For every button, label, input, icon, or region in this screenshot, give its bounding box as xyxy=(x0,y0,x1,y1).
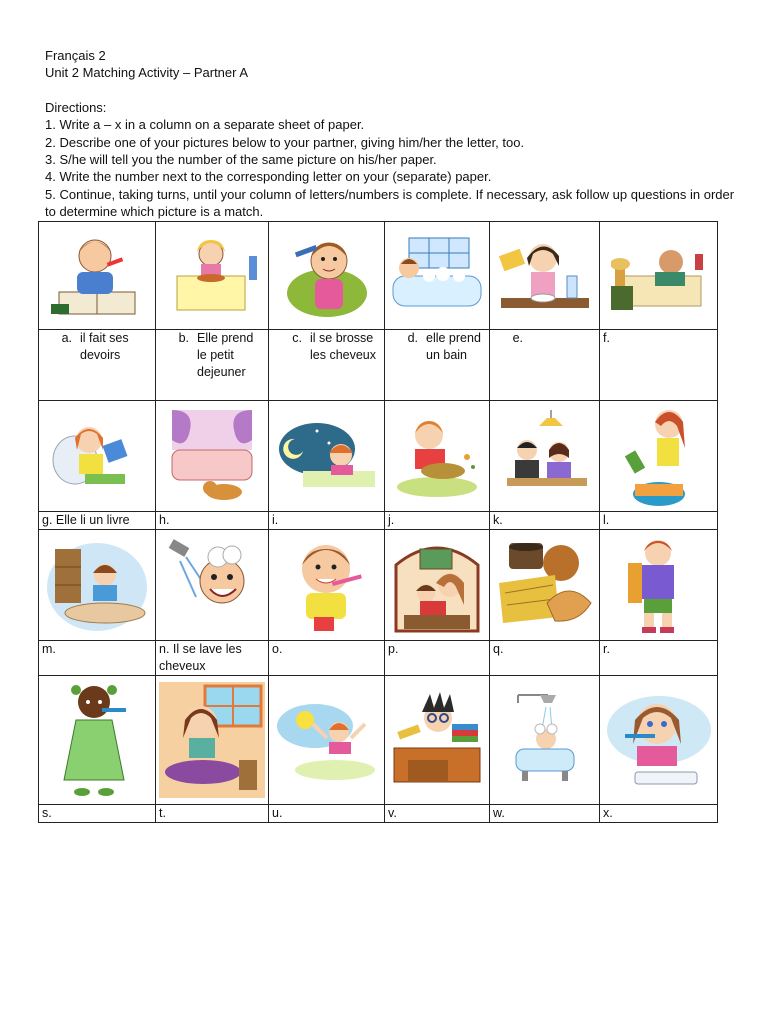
girl-washing-face-icon xyxy=(159,682,265,798)
picture-row xyxy=(39,401,718,512)
picture-label: q. xyxy=(490,641,600,676)
picture-label: s. xyxy=(39,805,156,823)
picture-label: b. Elle prend le petit dejeuner xyxy=(156,330,269,401)
label-row xyxy=(39,330,718,401)
picture-cell xyxy=(269,530,385,641)
picture-label: c. il se brosse les cheveux xyxy=(269,330,385,401)
picture-cell xyxy=(600,676,718,805)
picture-label: i. xyxy=(269,512,385,530)
direction-step: 1. Write a – x in a column on a separate sheet of paper. xyxy=(45,117,365,133)
direction-step: 2. Describe one of your pictures below to your partner, giving him/her the letter, too. xyxy=(45,134,525,150)
picture-cell xyxy=(385,676,490,805)
girl-pouring-cereal-icon xyxy=(497,236,593,316)
girl-brushing-teeth-green-icon xyxy=(62,680,132,800)
picture-cell xyxy=(490,676,600,805)
label-row xyxy=(39,805,718,823)
picture-label: u. xyxy=(269,805,385,823)
picture-cell xyxy=(600,401,718,512)
picture-row xyxy=(39,222,718,330)
worksheet-header xyxy=(45,47,735,221)
picture-cell xyxy=(385,530,490,641)
direction-step: 5. Continue, taking turns, until your column of letters/numbers is complete. If necessary, ask follow up questions in order to determine which picture is a match. xyxy=(45,186,735,220)
picture-cell xyxy=(600,530,718,641)
man-in-shower-icon xyxy=(162,537,262,633)
girl-putting-on-socks-icon xyxy=(619,404,699,508)
picture-label: j. xyxy=(385,512,490,530)
label-row xyxy=(39,512,718,530)
picture-label: n. Il se lave les cheveux xyxy=(156,641,269,676)
girl-brushing-teeth-icon xyxy=(284,535,370,635)
activity-title: Unit 2 Matching Activity – Partner A xyxy=(45,65,249,81)
picture-row xyxy=(39,530,718,641)
picture-label: t. xyxy=(156,805,269,823)
picture-label: x. xyxy=(600,805,718,823)
picture-cell xyxy=(39,222,156,330)
girl-reading-book-icon xyxy=(45,416,149,496)
picture-matching-grid xyxy=(38,221,718,823)
baby-in-shower-icon xyxy=(510,693,580,787)
picture-cell xyxy=(269,676,385,805)
girl-waking-up-sun-icon xyxy=(275,698,379,782)
picture-cell xyxy=(39,530,156,641)
couple-at-table-icon xyxy=(497,410,593,502)
breakfast-food-icon xyxy=(495,543,595,627)
stressed-student-books-icon xyxy=(390,688,484,792)
direction-step: 4. Write the number next to the corresponding letter on your (separate) paper. xyxy=(45,169,492,185)
picture-row xyxy=(39,676,718,805)
picture-cell xyxy=(490,401,600,512)
picture-cell xyxy=(385,222,490,330)
label-row xyxy=(39,641,718,676)
picture-cell xyxy=(39,676,156,805)
picture-cell xyxy=(156,530,269,641)
picture-cell xyxy=(156,676,269,805)
girl-eating-breakfast-icon xyxy=(163,234,261,318)
picture-label: a. il fait ses devoirs xyxy=(39,330,156,401)
picture-cell xyxy=(269,401,385,512)
girl-sleeping-at-night-icon xyxy=(277,421,377,491)
direction-step: 3. S/he will tell you the number of the same picture on his/her paper. xyxy=(45,152,437,168)
course-title: Français 2 xyxy=(45,48,106,63)
directions-label: Directions: xyxy=(45,99,107,115)
picture-label: o. xyxy=(269,641,385,676)
picture-label: v. xyxy=(385,805,490,823)
girl-studying-desk-icon xyxy=(45,535,149,635)
picture-label: k. xyxy=(490,512,600,530)
picture-label: f. xyxy=(600,330,718,401)
dog-by-bathtub-icon xyxy=(166,410,258,502)
child-in-bathtub-icon xyxy=(389,236,485,316)
picture-cell xyxy=(490,222,600,330)
picture-label: m. xyxy=(39,641,156,676)
boy-getting-dressed-icon xyxy=(624,535,694,635)
picture-cell xyxy=(385,401,490,512)
picture-label: p. xyxy=(385,641,490,676)
picture-label: l. xyxy=(600,512,718,530)
mother-reading-to-child-icon xyxy=(392,535,482,635)
girl-brushing-teeth-sink-icon xyxy=(605,690,713,790)
picture-cell xyxy=(490,530,600,641)
boy-doing-homework-icon xyxy=(49,230,145,322)
picture-label: d. elle prend un bain xyxy=(385,330,490,401)
picture-cell xyxy=(156,222,269,330)
picture-cell xyxy=(269,222,385,330)
picture-label: g. Elle li un livre xyxy=(39,512,156,530)
boy-brushing-hair-icon xyxy=(285,231,369,321)
picture-label: r. xyxy=(600,641,718,676)
picture-cell xyxy=(156,401,269,512)
picture-cell xyxy=(600,222,718,330)
man-waking-up-alarm-icon xyxy=(611,236,707,316)
picture-label: w. xyxy=(490,805,600,823)
boy-messy-eating-icon xyxy=(389,413,485,499)
picture-cell xyxy=(39,401,156,512)
picture-label: e. xyxy=(490,330,600,401)
picture-label: h. xyxy=(156,512,269,530)
